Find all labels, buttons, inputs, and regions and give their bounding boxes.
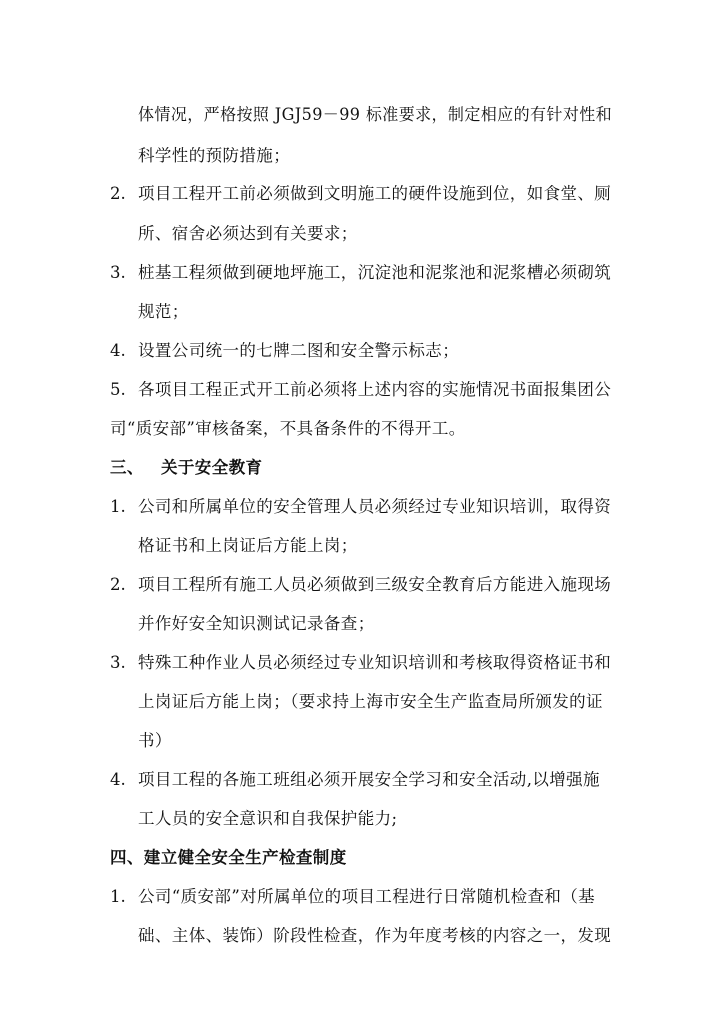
list-item-text: 桩基工程须做到硬地坪施工，沉淀池和泥浆池和泥浆槽必须砌筑 (138, 263, 612, 282)
section-heading-title: 关于安全教育 (161, 458, 263, 477)
list-item-text: 特殊工种作业人员必须经过专业知识培训和考核取得资格证书和 (138, 653, 612, 672)
section-heading-title: 四、建立健全安全生产检查制度 (110, 848, 347, 867)
list-item-number: 1. (110, 497, 126, 516)
list-item-text: 并作好安全知识测试记录备查； (138, 614, 375, 633)
list-item-text: 公司“质安部”对所属单位的项目工程进行日常随机检查和（基 (138, 887, 596, 906)
list-item-number: 5. (110, 380, 126, 399)
list-item-text: 书） (138, 731, 172, 750)
list-item-number: 4. (110, 341, 126, 360)
list-item-text: 项目工程的各施工班组必须开展安全学习和安全活动,以增强施 (138, 770, 600, 789)
list-item-number: 2. (110, 184, 126, 203)
list-item-number: 1. (110, 887, 126, 906)
list-item-number: 4. (110, 770, 126, 789)
list-item-number: 2. (110, 575, 126, 594)
list-item-number: 3. (110, 653, 126, 672)
list-item-text: 项目工程所有施工人员必须做到三级安全教育后方能进入施现场 (138, 575, 612, 594)
list-item-text: 司“质安部”审核备案，不具备条件的不得开工。 (110, 419, 466, 438)
section-heading-number: 三、 (110, 458, 144, 477)
list-item-text: 工人员的安全意识和自我保护能力; (138, 809, 398, 828)
list-item-text: 项目工程开工前必须做到文明施工的硬件设施到位，如食堂、厕 (138, 184, 612, 203)
list-item-text: 公司和所属单位的安全管理人员必须经过专业知识培训，取得资 (138, 497, 612, 516)
paragraph-line: 体情况，严格按照 JGJ59－99 标准要求，制定相应的有针对性和 (138, 105, 613, 124)
list-item-text: 础、主体、装饰）阶段性检查，作为年度考核的内容之一，发现 (138, 926, 612, 945)
list-item-text: 格证书和上岗证后方能上岗； (138, 536, 358, 555)
list-item-text: 设置公司统一的七牌二图和安全警示标志； (138, 341, 460, 360)
list-item-text: 所、宿舍必须达到有关要求； (138, 224, 358, 243)
list-item-text: 各项目工程正式开工前必须将上述内容的实施情况书面报集团公 (138, 380, 612, 399)
paragraph-line: 科学性的预防措施； (138, 146, 291, 165)
list-item-text: 规范； (138, 302, 189, 321)
list-item-number: 3. (110, 263, 126, 282)
list-item-text: 上岗证后方能上岗；（要求持上海市安全生产监查局所颁发的证 (138, 692, 603, 711)
